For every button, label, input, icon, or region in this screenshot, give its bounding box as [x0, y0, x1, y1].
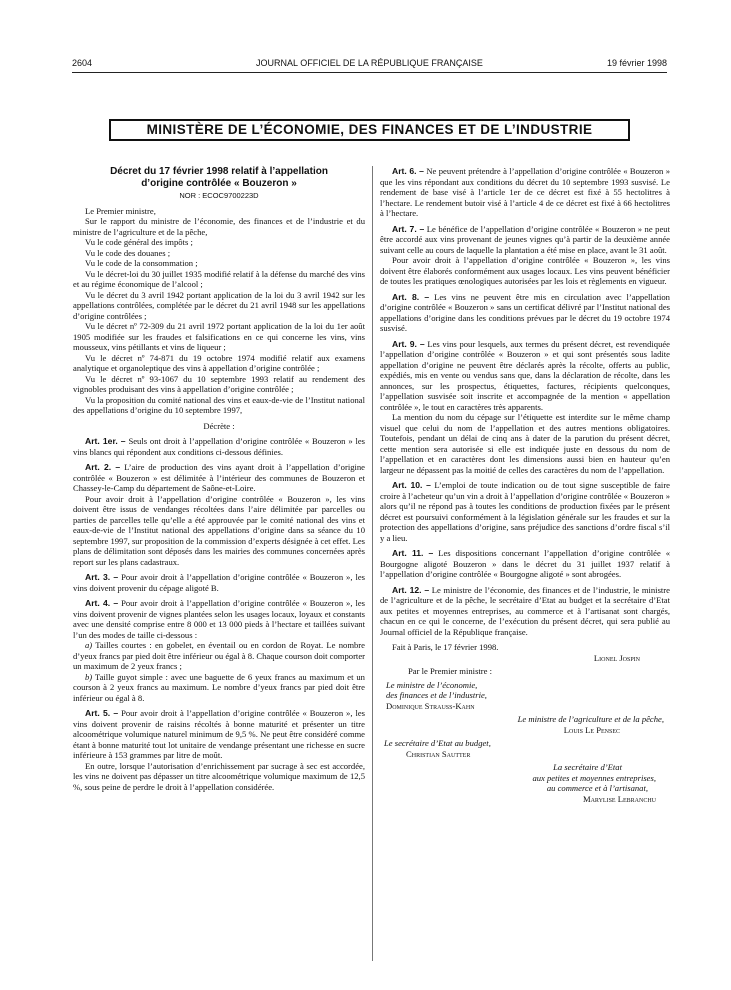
- article-text: Pour avoir droit à l’appellation d’origine contrôlée « Bouzeron », les vins doivent être élaborés conformément aux usages locaux. Les vins peuvent bénéficier de toutes les pratiques œnologiques autorisées par les lois et règlements en vigueur.: [380, 255, 670, 286]
- article-label: Art. 1er. –: [85, 436, 126, 446]
- preamble-line: Vu le code général des impôts ;: [85, 237, 193, 247]
- issue-date: 19 février 1998: [606, 58, 667, 68]
- preamble: [73, 206, 365, 416]
- article-text: Seuls ont droit à l’appellation d’origine contrôlée « Bouzeron » les vins blancs qui répondent aux conditions ci-dessous définies.: [73, 436, 366, 457]
- article-label: Art. 12. –: [392, 584, 430, 595]
- article-4-item-b: [73, 672, 365, 704]
- article-7: [380, 224, 670, 256]
- article-label: Art. 3. –: [85, 572, 119, 582]
- article-label: Art. 6. –: [392, 166, 424, 176]
- right-column: [380, 166, 670, 804]
- article-10: [380, 480, 670, 543]
- left-column: [73, 166, 365, 792]
- article-label: Art. 7. –: [392, 223, 425, 234]
- page-number: 2604: [72, 58, 93, 68]
- article-text: Ne peuvent prétendre à l’appellation d’origine contrôlée « Bouzeron » que les vins répondant aux conditions du décret du 10 septembre 1993 susvisé. Le rendement de base visé à l’article 1er de ce décret est fixé à 55 hectolitres à l’hectare. Le rendement butoir visé à l’article 4 de ce décret est fixé à 66 hectolitres à l’hectare.: [380, 166, 670, 218]
- signature-block: [380, 642, 670, 804]
- article-text: La mention du nom du cépage sur l’étiquette est interdite sur le même champ visuel que celui du nom de l’appellation et des autres mentions obligatoires. Toutefois, pendant un délai de cinq ans à dater de la parution du présent décret, cette mention sera autorisée si elle est indiquée juste en dessous du nom de l’appellation et en caractères dont les dimensions aussi bien en hauteur qu’en largeur ne dépassent pas la moitié de celles des caractères du nom de l’appellation.: [380, 412, 670, 475]
- article-4: [73, 598, 365, 640]
- article-text: Les vins pour lesquels, aux termes du présent décret, est revendiquée l’appellation d’origine contrôlée « Bouzeron » et qui sont présentés sous ladite appellation d’origine ne peuvent être déclarés après la récolte, offerts au public, expédiés, mis en vente ou vendus sans que, dans la déclaration de récolte, dans les annonces, sur les prospectus, étiquettes, factures, récipients quelconques, l’appellation susvisée soit inscrite et accompagnée de la mention « appellation contrôlée », le tout en caractères très apparents.: [380, 338, 670, 412]
- journal-title: JOURNAL OFFICIEL DE LA RÉPUBLIQUE FRANÇAISE: [256, 58, 483, 68]
- article-text: Tailles courtes : en gobelet, en éventail ou en cordon de Royat. Le nombre d’yeux francs par pied doit être inférieur ou égal à 8. Chaque courson doit comporter un maximum de 2 yeux francs ;: [73, 640, 365, 671]
- article-label: Art. 10. –: [392, 480, 431, 490]
- article-text: Le bénéfice de l’appellation d’origine contrôlée « Bouzeron » ne peut être accordé aux vins provenant de jeunes vignes qu’à partir de la deuxième année suivant celle au cours de laquelle la plantation a été mise en place, avant le 31 août.: [380, 223, 670, 255]
- article-9-paragraph: [380, 412, 670, 475]
- signatory-name-pm: Lionel Jospin: [593, 652, 640, 663]
- preamble-line: Vu le décret nº 93-1067 du 10 septembre 1993 relatif au rendement des vignobles produisant des vins à appellation d’origine contrôlée ;: [73, 373, 365, 394]
- decree-title-line1: Décret du 17 février 1998 relatif à l’appellation: [110, 166, 328, 177]
- preamble-line: Vu le décret du 3 avril 1942 portant application de la loi du 3 avril 1942 sur les appellations contrôlées, complétée par le décret du 21 avril 1948 sur les appellations d’origine contrôlées ;: [73, 289, 365, 321]
- article-text: Les dispositions concernant l’appellation d’origine contrôlée « Bourgogne aligoté Bouzeron » dans le décret du 31 juillet 1937 relatif à l’appellation d’origine contrôlée « Bourgogne aligoté » sont abrogées.: [380, 548, 670, 579]
- article-3: [73, 572, 365, 593]
- article-1: [73, 436, 365, 457]
- article-9: [380, 339, 670, 413]
- signatory-intro: Par le Premier ministre :: [408, 666, 493, 676]
- article-2: [73, 462, 365, 494]
- article-text: Pour avoir droit à l’appellation d’origine contrôlée « Bouzeron », les vins doivent provenir de vignes plantées selon les usages locaux, loyaux et constants avec une densité comprise entre 8 000 et 13 000 pieds à l’hectare et taillées suivant l’un des modes de taille ci-dessous :: [73, 598, 365, 640]
- article-label: Art. 4. –: [85, 598, 119, 608]
- article-text: En outre, lorsque l’autorisation d’enrichissement par sucrage à sec est accordée, les vins ne doivent pas dépasser un titre alcoométrique volumique maximum de 12,5 %, sous peine de perdre le droit à l’appellation considérée.: [73, 760, 365, 792]
- article-text: Pour avoir droit à l’appellation d’origine contrôlée « Bouzeron », les vins doivent être issus de vendanges récoltées dans l’aire délimitée par parcelles ou parties de parcelles telle qu’elle a été approuvée par le comité national des vins et eaux-de-vie de l’Institut national des appellations d’origine dans sa séance du 10 septembre 1997, sur proposition de la commission d’experts désignée à cet effet. Les plans de délimitation sont déposés dans les mairies des communes concernées après report sur les plans cadastraux.: [73, 493, 365, 567]
- signatory-name-budget: Christian Sautter: [406, 748, 471, 759]
- page-header: [72, 58, 667, 73]
- signatory-title-budget: Le secrétaire d’Etat au budget,: [384, 738, 491, 748]
- article-text: Pour avoir droit à l’appellation d’origine contrôlée « Bouzeron », les vins doivent provenir de raisins récoltés à bonne maturité et présenter un titre alcoométrique volumique naturel minimum de 9,5 %. Ne peut être considéré comme étant à bonne maturité tout lot unitaire de vendange présentant une richesse en sucre inférieure à 153 grammes par litre de moût.: [73, 708, 365, 760]
- article-12: [380, 585, 670, 638]
- article-label: Art. 8. –: [392, 291, 430, 302]
- article-text: Les vins ne peuvent être mis en circulation avec l’appellation d’origine contrôlée « Bouzeron » sans un certificat délivré par l’Institut national des appellations d’origine dans les conditions prévues par le décret du 19 octobre 1974 susvisé.: [380, 291, 670, 333]
- nor-reference: NOR : ECOC9700223D: [179, 191, 259, 200]
- preamble-line: Vu la proposition du comité national des vins et eaux-de-vie de l’Institut national des appellations d’origine du 10 septembre 1997,: [73, 394, 365, 415]
- article-label: Art. 9. –: [392, 338, 425, 349]
- article-text: Le ministre de l’économie, des finances et de l’industrie, le ministre de l’agriculture et de la pêche, le secrétaire d’Etat au budget et la secrétaire d’Etat aux petites et moyennes entreprises, au commerce et à l’artisanat sont chargés, chacun en ce qui le concerne, de l’exécution du présent décret, qui sera publié au Journal officiel de la République française.: [380, 584, 670, 637]
- decrete-heading: Décrète :: [203, 420, 235, 431]
- article-label: Art. 11. –: [392, 548, 434, 558]
- preamble-line: Vu le décret-loi du 30 juillet 1935 modifié relatif à la défense du marché des vins et au régime économique de l’alcool ;: [73, 268, 365, 289]
- item-label: a): [85, 640, 93, 650]
- signatory-title-eco-1: Le ministre de l’économie,: [386, 679, 478, 690]
- signatory-name-agri: Louis Le Pensec: [563, 724, 620, 735]
- article-4-item-a: [73, 640, 365, 672]
- article-text: L’emploi de toute indication ou de tout signe susceptible de faire croire à l’acheteur qu’un vin a droit à l’appellation d’origine contrôlée « Bouzeron » alors qu’il ne répond pas à toutes les conditions de production fixées par le présent décret est poursuivi conformément à la législation générale sur les fraudes et sur la protection des appellations d’origine, sans préjudice des sanctions d’ordre fiscal s’il y a lieu.: [380, 480, 670, 543]
- signatory-title-eco-2: des finances et de l’industrie,: [386, 690, 487, 700]
- article-7-paragraph: [380, 255, 670, 287]
- article-8: [380, 292, 670, 334]
- preamble-line: Vu le décret nº 74-871 du 19 octobre 1974 modifié relatif aux examens analytique et organoleptique des vins à appellation d’origine contrôlée ;: [73, 352, 365, 373]
- preamble-line: Vu le code de la consommation ;: [85, 258, 198, 268]
- place-date: Fait à Paris, le 17 février 1998.: [392, 642, 499, 652]
- signatory-title-pme-2: aux petites et moyennes entreprises,: [532, 772, 656, 783]
- preamble-line: Vu le décret nº 72-309 du 21 avril 1972 portant application de la loi du 1er août 1905 modifiée sur les fraudes et falsifications en ce qui concerne les vins, vins mousseux, vins pétillants et vins de liqueur ;: [73, 321, 365, 352]
- preamble-line: Le Premier ministre,: [85, 205, 156, 216]
- article-text: Taille guyot simple : avec une baguette de 6 yeux francs au maximum et un courson à 2 yeux francs au maximum. Le nombre d’yeux francs par pied doit être inférieur ou égal à 8.: [73, 671, 365, 703]
- signatory-title-pme-1: La secrétaire d’Etat: [553, 762, 622, 772]
- article-text: Pour avoir droit à l’appellation d’origine contrôlée « Bouzeron », les vins doivent provenir du cépage aligoté B.: [73, 572, 365, 593]
- article-11: [380, 548, 670, 580]
- ministry-banner: MINISTÈRE DE L’ÉCONOMIE, DES FINANCES ET DE L’INDUSTRIE: [109, 119, 630, 141]
- article-6: [380, 166, 670, 219]
- article-label: Art. 5. –: [85, 708, 119, 718]
- decree-title-line2: d’origine contrôlée « Bouzeron »: [141, 177, 297, 189]
- signatory-name-pme: Marylise Lebranchu: [582, 793, 656, 804]
- preamble-line: Sur le rapport du ministre de l’économie, des finances et de l’industrie et du ministre de l’agriculture et de la pêche,: [73, 216, 365, 237]
- article-label: Art. 2. –: [85, 462, 121, 472]
- signatory-title-agri: Le ministre de l’agriculture et de la pêche,: [517, 714, 664, 724]
- signatory-title-pme-3: au commerce et à l’artisanat,: [546, 783, 648, 793]
- article-2-paragraph: [73, 494, 365, 568]
- item-label: b): [85, 671, 93, 682]
- article-5-paragraph: [73, 761, 365, 793]
- column-divider: [372, 166, 373, 961]
- article-text: L’aire de production des vins ayant droit à l’appellation d’origine contrôlée « Bouzeron » est délimitée à l’intérieur des communes de Bouzeron et Chassey-le-Camp du département de Saône-et-Loire.: [73, 462, 365, 493]
- preamble-line: Vu le code des douanes ;: [85, 247, 171, 258]
- signatory-name-eco: Dominique Strauss-Kahn: [386, 700, 475, 711]
- article-5: [73, 708, 365, 761]
